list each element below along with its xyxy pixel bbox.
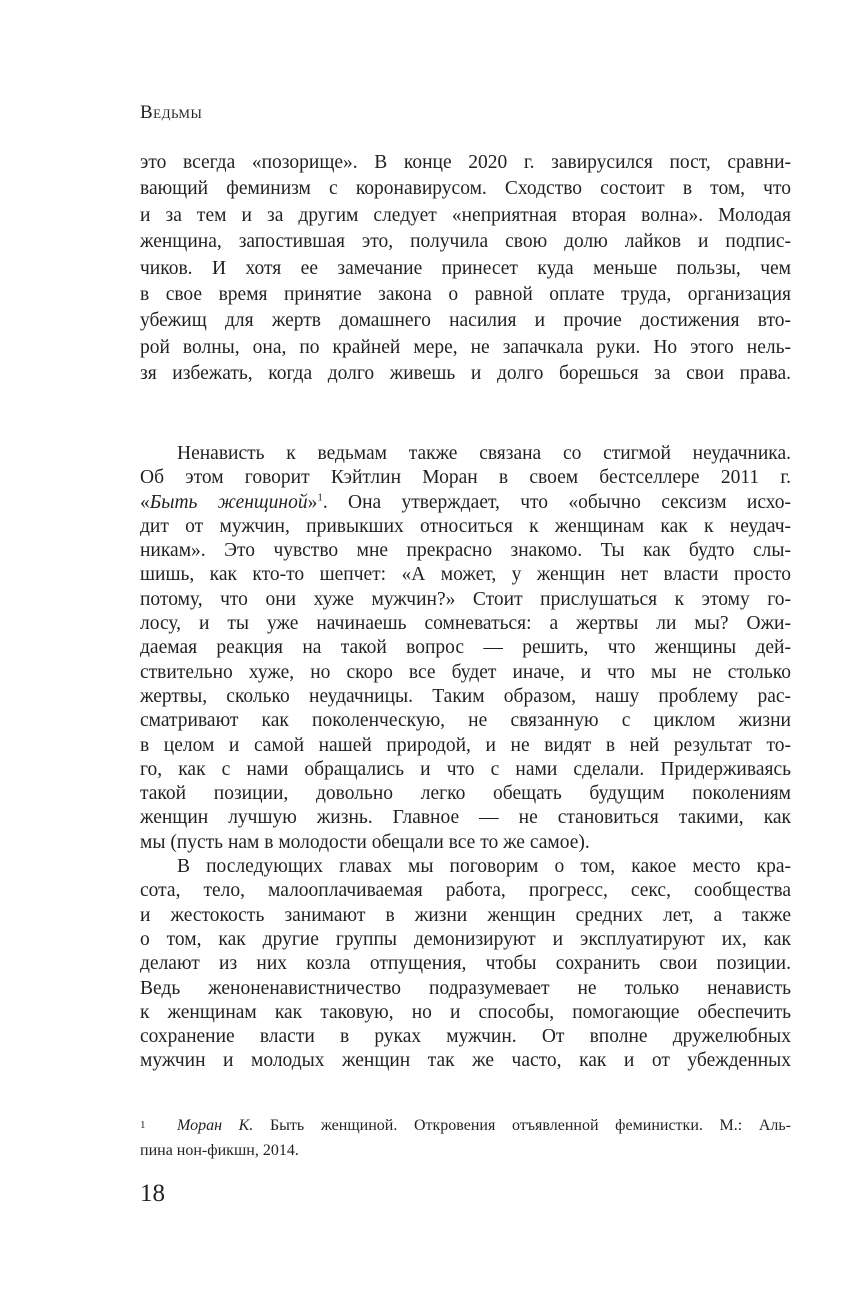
paragraph-1 [140,150,791,388]
text-line: чиков. И хотя ее замечание принесет куда меньше пользы, чем [140,257,791,279]
text-line [140,491,791,515]
text-line: шишь, как кто-то шепчет: «А может, у женщин нет власти просто [140,564,791,586]
text-line: зя избежать, когда долго живешь и долго борешься за свои права. [140,363,791,385]
footnote-author: Моран К. [177,1117,254,1134]
text-line: сматривают как поколенческую, не связанную с циклом жизни [140,710,791,732]
text-line: вающий феминизм с коронавирусом. Сходство состоит в том, что [140,178,791,200]
text-line: о том, как другие группы демонизируют и эксплуатируют их, как [140,928,791,950]
book-title: Быть женщиной [149,491,308,513]
footnote [140,1113,791,1163]
footnote-mark: 1 [140,1119,146,1131]
text-line: сота, тело, малооплачиваемая работа, прогресс, секс, сообщества [140,880,791,902]
text-line: рой волны, она, по крайней мере, не запачкала руки. Но этого нель- [140,336,791,358]
text-line: даемая реакция на такой вопрос — решить, что женщины дей- [140,637,791,659]
text-line: Ненависть к ведьмам также связана со стигмой неудачника. [177,443,791,464]
text-line: мужчин и молодых женщин так же часто, как и от убежденных [140,1050,791,1072]
text-line: Об этом говорит Кэйтлин Моран в своем бестселлере 2011 г. [140,467,791,489]
footnote-line [140,1113,791,1138]
quote-open: « [140,491,150,513]
text-line: и за тем и за другим следует «неприятная вторая волна». Молодая [140,204,791,226]
text-line: женщин лучшую жизнь. Главное — не становиться такими, как [140,807,791,829]
running-header: Ведьмы [140,102,203,123]
text-line: это всегда «позорище». В конце 2020 г. завирусился пост, сравни- [140,152,791,173]
text-line: в свое время принятие закона о равной оплате труда, организация [140,284,791,306]
text-line: лосу, и ты уже начинаешь сомневаться: а жертвы ли мы? Ожи- [140,613,791,635]
text-line: мы (пусть нам в молодости обещали все то же самое). [140,831,590,853]
text-line: потому, что они хуже мужчин?» Стоит прислушаться к этому го- [140,588,791,610]
quote-close: » [307,491,318,513]
text-line: жертвы, сколько неудачницы. Таким образом, нашу проблему рас- [140,685,791,707]
text-line: Ведь женоненавистничество подразумевает не только ненависть [140,977,791,999]
footnote-text: Быть женщиной. Откровения отъявленной феминистки. М.: Аль- [253,1117,791,1134]
text-line: ствительно хуже, но скоро все будет иначе, и что мы не столько [140,661,791,683]
text-line: и жестокость занимают в жизни женщин средних лет, а также [140,904,791,926]
text-line: такой позиции, довольно легко обещать будущим поколениям [140,783,791,805]
text-line: сохранение власти в руках мужчин. От вполне дружелюбных [140,1026,791,1048]
page-number: 18 [140,1180,165,1207]
text-line: женщина, запостившая это, получила свою долю лайков и подпис- [140,231,791,253]
paragraphs-2-3 [140,442,791,1074]
text-line: убежищ для жертв домашнего насилия и прочие достижения вто- [140,310,791,332]
text-line: В последующих главах мы поговорим о том, какое место кра- [177,856,791,878]
text-line: никам». Это чувство мне прекрасно знакомо. Ты как будто слы- [140,540,791,562]
text-line: го, как с нами обращались и что с нами сделали. Придерживаясь [140,758,791,780]
text-line: к женщинам как таковую, но и способы, помогающие обеспечить [140,1001,791,1023]
text-segment: . Она утверждает, что «обычно сексизм исхо- [322,491,791,513]
text-line: дит от мужчин, привыкших относиться к женщинам как к неудач- [140,515,791,537]
text-line: в целом и самой нашей природой, и не видят в ней результат то- [140,734,791,756]
text-line: делают из них козла отпущения, чтобы сохранить свои позиции. [140,953,791,975]
footnote-reference[interactable]: 1 [317,491,323,504]
footnote-line: пина нон-фикшн, 2014. [140,1142,299,1159]
